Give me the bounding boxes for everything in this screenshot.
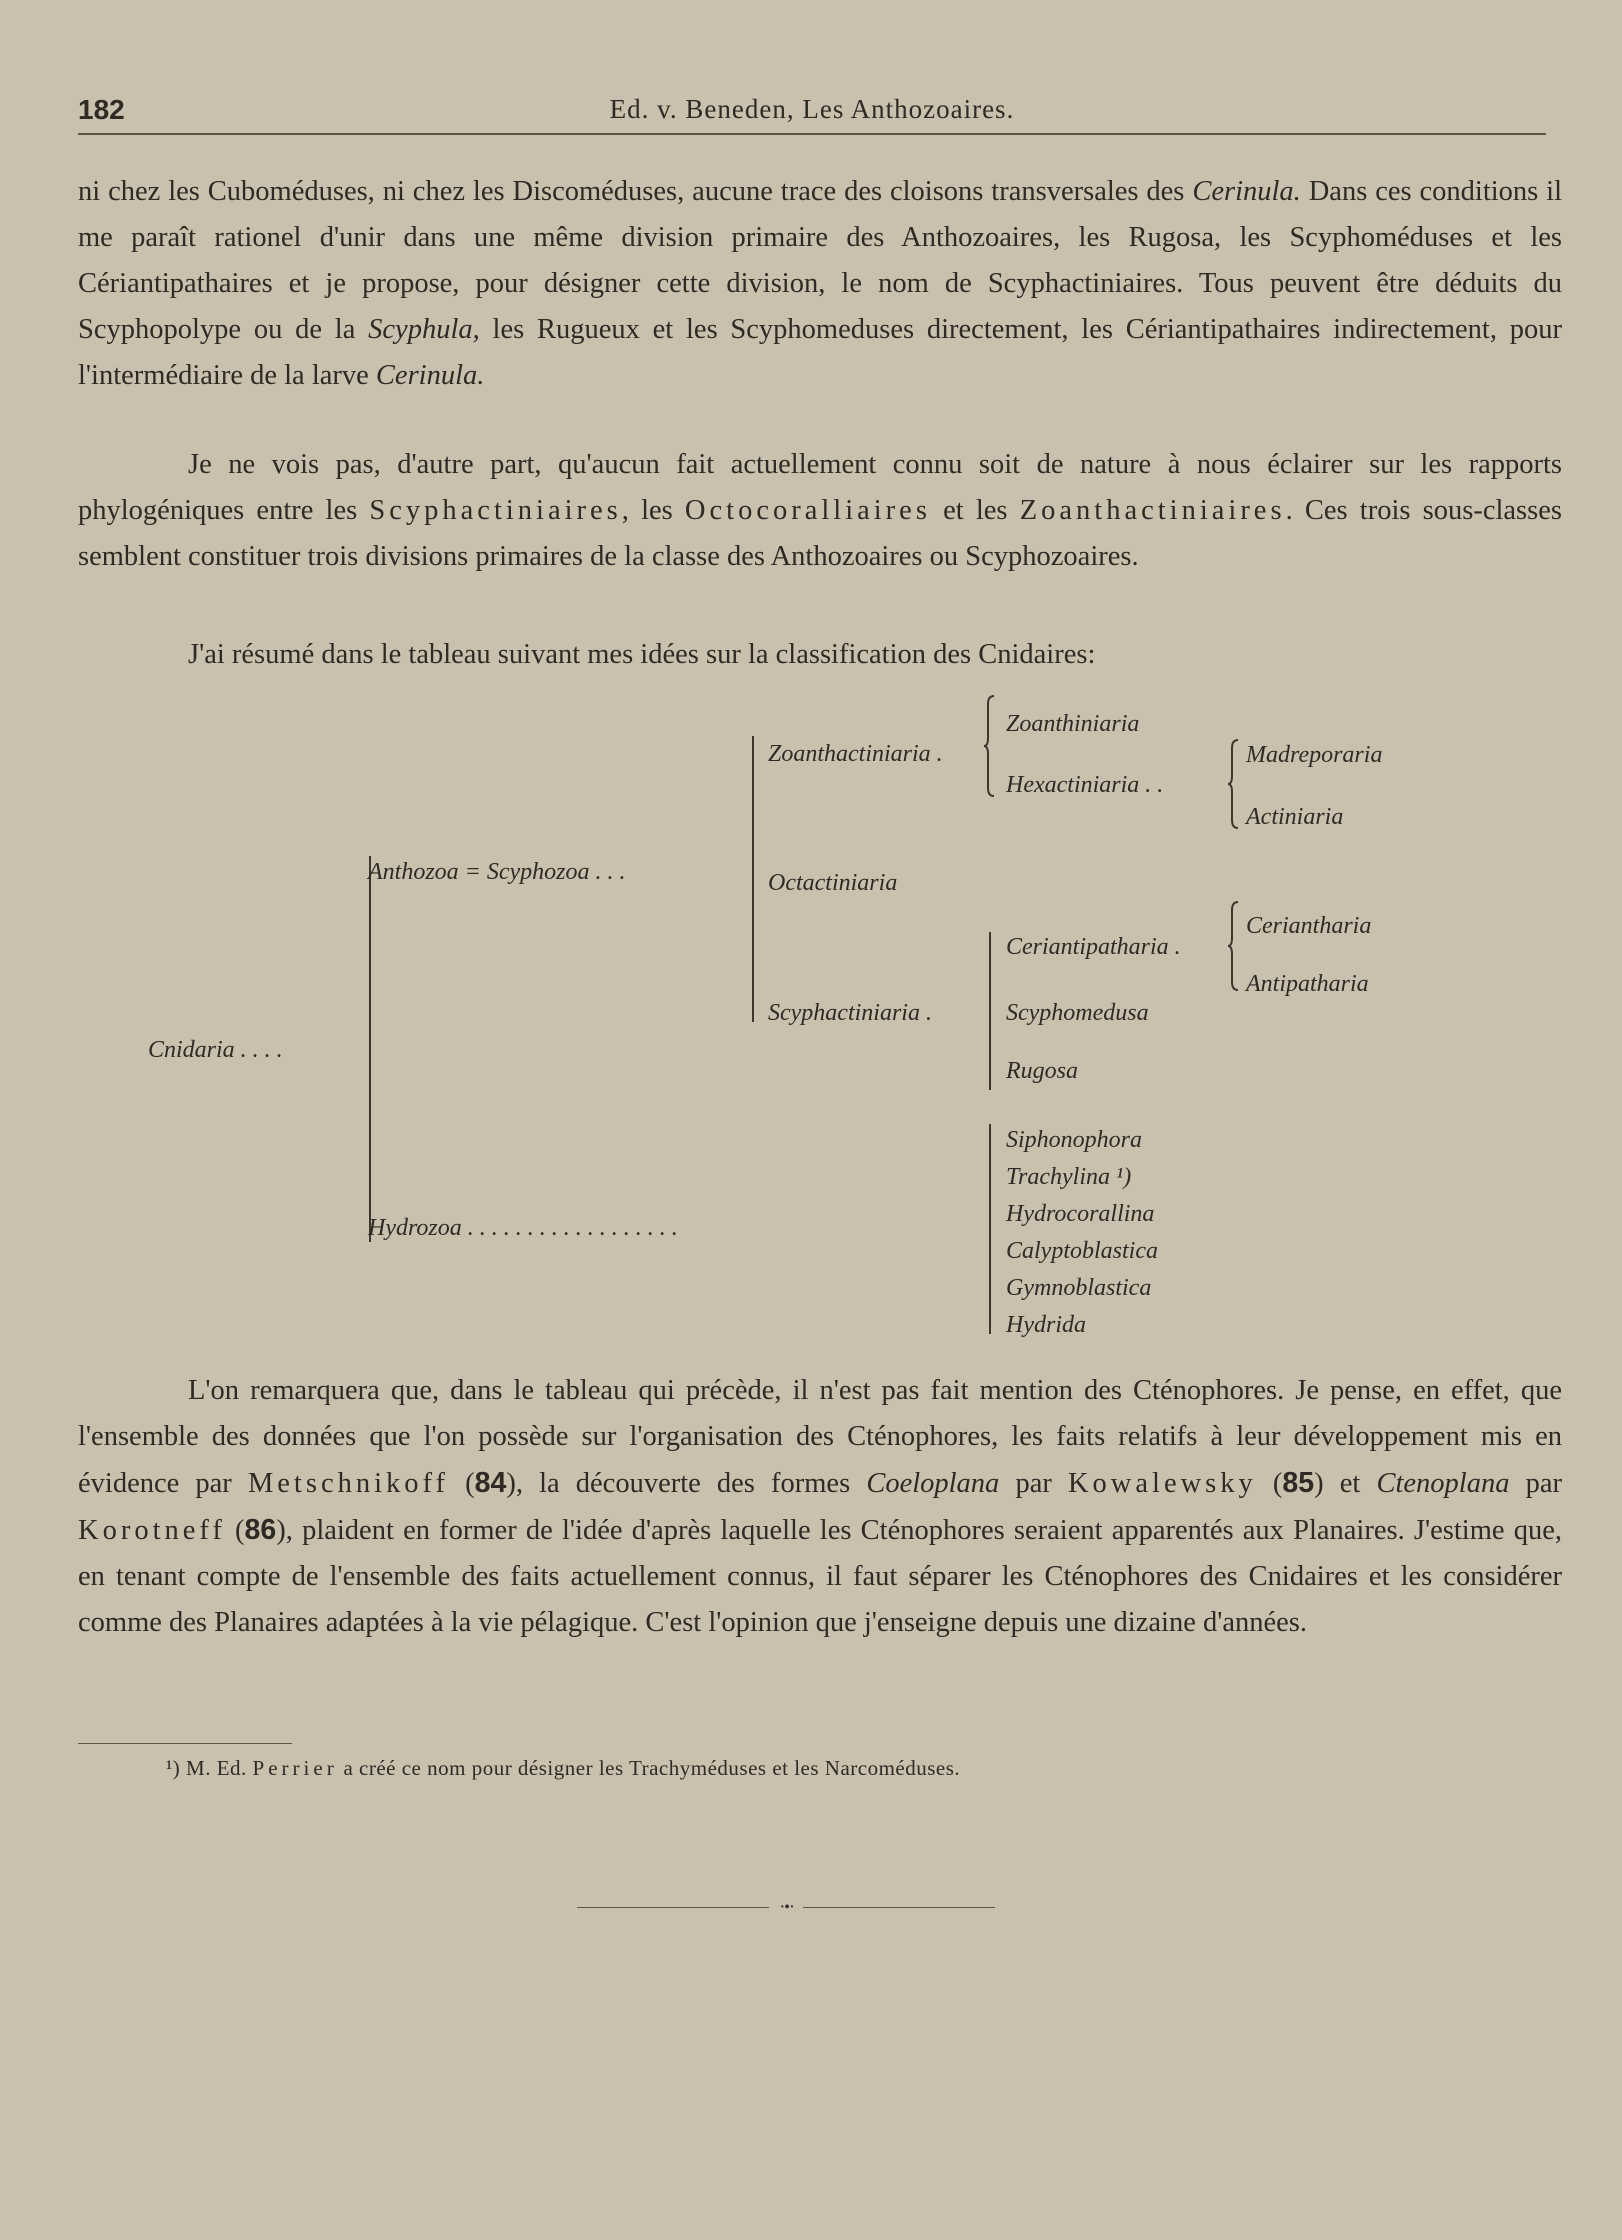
text: a créé ce nom pour désigner les Trachyméduses et les Narcoméduses. — [337, 1756, 961, 1780]
text: , la découverte des formes — [515, 1468, 867, 1499]
tree-trachylina: Trachylina ¹) — [1006, 1164, 1132, 1190]
reference-number: 85 — [1282, 1467, 1315, 1499]
author-name: Korotneff — [78, 1515, 226, 1546]
taxon-name: Coeloplana — [866, 1468, 1000, 1499]
author-name: Metschnikoff — [247, 1468, 449, 1499]
text: et — [1323, 1468, 1377, 1499]
tree-hydrozoa: Hydrozoa . . . . . . . . . . . . . . . . . . — [368, 1215, 678, 1241]
tree-scyphomedusa: Scyphomedusa — [1006, 1000, 1149, 1026]
text: L'on remarquera que, dans le tableau qui précède, il n'est pas fait mention des Cténophores. Je pense, en effet, que l'ensemble des données que l'on possède sur l'organisation des Cténophores, les faits relatifs à leur développement mis en évidence par — [78, 1375, 1562, 1499]
tree-ceriantipatharia: Ceriantipatharia . — [1006, 934, 1181, 960]
text: , plaident en former de l'idée d'après laquelle les Cténophores seraient apparentés aux Planaires. J'estime que, en tenant compte de l'ensemble des faits actuellement connus, il faut séparer les Cténophores des Cnidaires et les considérer comme des Planaires adaptées à la vie pélagique. C'est l'opinion que j'enseigne depuis une dizaine d'années. — [78, 1515, 1562, 1638]
author-name: Perrier — [252, 1756, 338, 1780]
tree-zoanthiniaria: Zoanthiniaria — [1006, 711, 1140, 737]
bracket-hydrozoa — [989, 1124, 991, 1334]
brace-ceriantipatharia — [1228, 900, 1244, 992]
tree-ceriantharia: Ceriantharia — [1246, 913, 1372, 939]
ornament-line-right — [803, 1907, 995, 1908]
bracket-anthozoa — [752, 736, 754, 1022]
text: ni chez les Cuboméduses, ni chez les Discoméduses, aucune trace des cloisons transversales des — [78, 176, 1193, 207]
footnote-mark: ¹) — [166, 1756, 181, 1780]
brace-hexactiniaria — [1228, 738, 1244, 830]
text: Dans ces conditions il me paraît rationel d'unir dans une même division primaire des Anthozoaires, les Rugosa, les Scyphoméduses et les Cériantipathaires et je propose, pour désigner cette division, le nom de Scyphactiniaires. Tous peuvent être déduits du Scyphopolype ou de la — [78, 176, 1563, 345]
text: . Ces trois sous-classes semblent constituer trois divisions primaires de la classe des Anthozoaires ou Scyphozoaires. — [78, 495, 1562, 572]
page-number: 182 — [78, 94, 125, 125]
ornament-line-left — [577, 1907, 769, 1908]
end-ornament — [577, 1898, 997, 1918]
spaced-term: Zoanthactiniaires — [1019, 495, 1286, 526]
reference-number: 84 — [474, 1467, 507, 1499]
tree-gymnoblastica: Gymnoblastica — [1006, 1275, 1152, 1301]
running-title: Ed. v. Beneden, Les Anthozoaires. — [609, 94, 1015, 124]
tree-madreporaria: Madreporaria — [1246, 742, 1383, 768]
footnote — [166, 1756, 960, 1781]
tree-siphonophora: Siphonophora — [1006, 1127, 1143, 1153]
taxon-name: Scyphula, — [368, 314, 480, 345]
paragraph-4: L'on remarquera que, dans le tableau qui précède, il n'est pas fait mention des Cténophores. Je pense, en effet, que l'ensemble des données que l'on possède sur l'organisation des Cténophores, les faits relatifs à leur développement mis en évidence par Metschnikoff (84), la découverte des formes Coeloplana par Kowalewsky (85) et Ctenoplana par Korotneff (86), plaident en former de l'idée d'après laquelle les Cténophores seraient apparentés aux Planaires. J'estime que, en tenant compte de l'ensemble des faits actuellement connus, il faut séparer les Cténophores des Cnidaires et les considérer comme des Planaires adaptées à la vie pélagique. C'est l'opinion que j'enseigne depuis une dizaine d'années. — [78, 1375, 1562, 1638]
tree-rugosa: Rugosa — [1006, 1058, 1078, 1084]
tree-cnidaria: Cnidaria . . . . — [148, 1037, 283, 1063]
tree-actiniaria: Actiniaria — [1246, 804, 1344, 830]
tree-antipatharia: Antipatharia — [1246, 971, 1369, 997]
taxon-name: Ctenoplana — [1376, 1468, 1510, 1499]
reference-number: 86 — [244, 1514, 277, 1546]
bracket-scyphactiniaria — [989, 932, 991, 1090]
tree-hydrida: Hydrida — [1006, 1312, 1086, 1338]
tree-anthozoa: Anthozoa = Scyphozoa . . . — [368, 859, 626, 885]
text: les Rugueux et les Scyphomeduses directement, les Cériantipathaires indirectement, pour l'intermédiaire de la larve — [78, 314, 1562, 391]
tree-calyptoblastica: Calyptoblastica — [1006, 1238, 1158, 1264]
text: , les — [621, 495, 685, 526]
spaced-term: Octocoralliaires — [684, 495, 931, 526]
text: et les — [930, 495, 1020, 526]
text: M. Ed. — [180, 1756, 253, 1780]
text: par — [999, 1468, 1068, 1499]
tree-octactiniaria: Octactiniaria — [768, 870, 898, 896]
tree-zoanthactiniaria: Zoanthactiniaria . — [768, 741, 943, 767]
ornament-dot: ·•· — [780, 1900, 795, 1915]
brace-zoanthactiniaria — [984, 694, 1000, 798]
text: Je ne vois pas, d'autre part, qu'aucun fait actuellement connu soit de nature à nous éclairer sur les rapports phylogéniques entre les — [78, 449, 1562, 526]
tree-hexactiniaria: Hexactiniaria . . — [1006, 772, 1164, 798]
text: par — [1509, 1468, 1562, 1499]
author-name: Kowalewsky — [1067, 1468, 1257, 1499]
footnote-rule — [78, 1743, 292, 1744]
bracket-cnidaria — [369, 856, 371, 1242]
tree-scyphactiniaria: Scyphactiniaria . — [768, 1000, 932, 1026]
taxon-name: Cerinula. — [1192, 176, 1301, 207]
taxon-name: Cerinula. — [375, 360, 485, 391]
text: J'ai résumé dans le tableau suivant mes idées sur la classification des Cnidaires: — [188, 639, 1096, 670]
spaced-term: Scyphactiniaires — [369, 495, 622, 526]
tree-hydrocorallina: Hydrocorallina — [1006, 1201, 1155, 1227]
